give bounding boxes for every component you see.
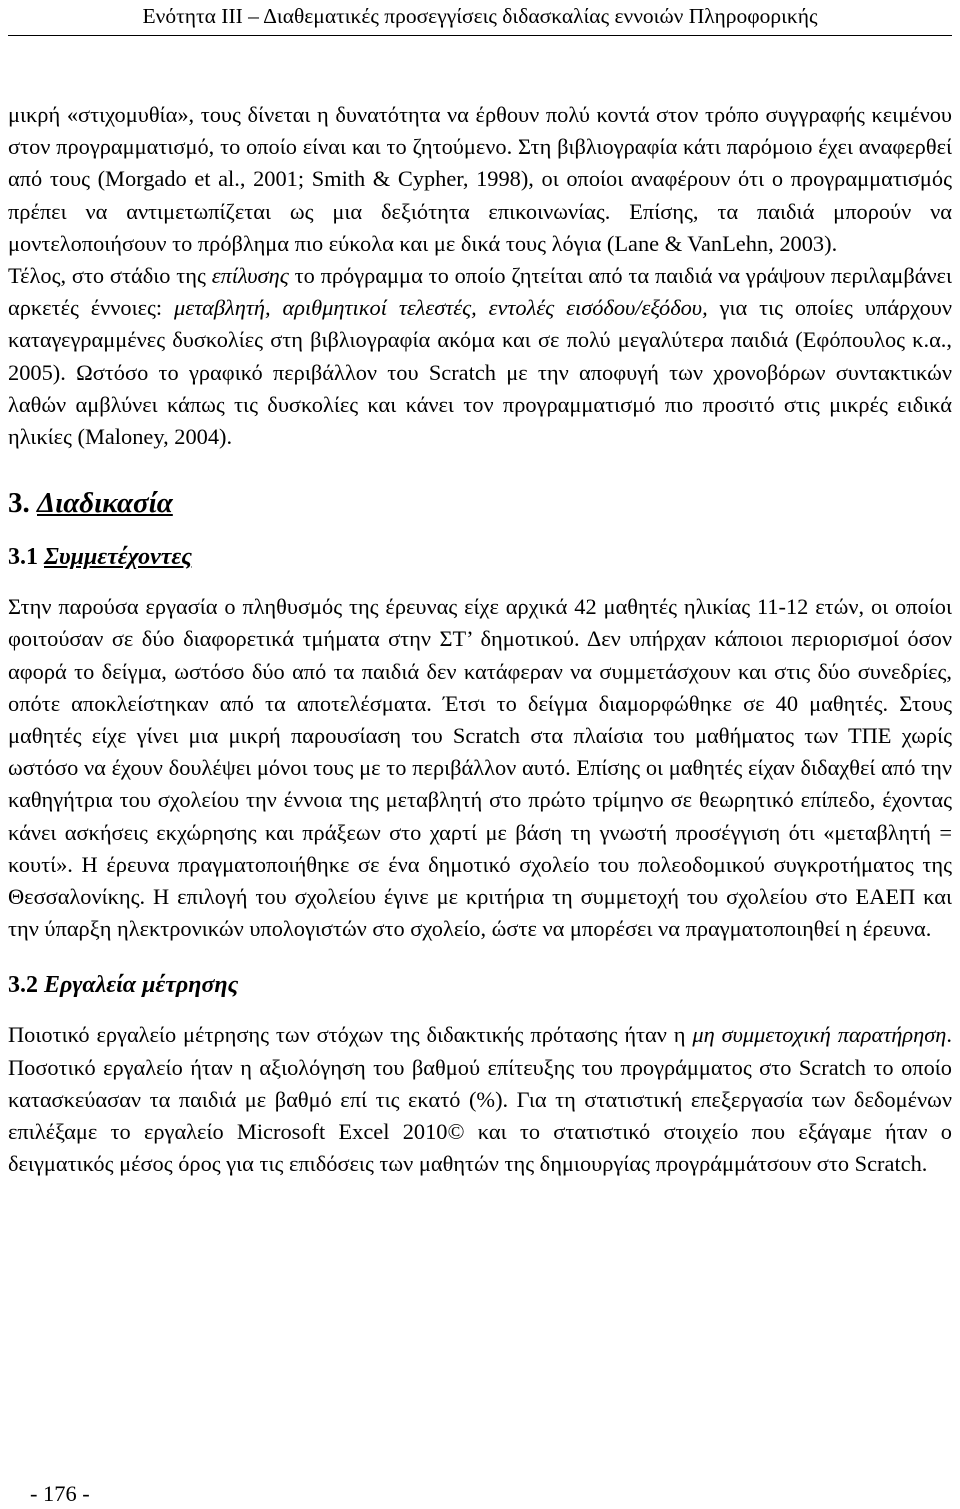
section-3-1-title: Συμμετέχοντες: [44, 544, 192, 571]
paragraph-intro-2: [8, 260, 952, 453]
section-3-2-heading: [8, 969, 952, 1001]
page-number: - 176 -: [30, 1481, 90, 1506]
paragraph-intro-1-part-a: μικρή «στιχομυθία», τους δίνεται η δυνατότητα να έρθουν πολύ κοντά στον τρόπο συγγραφής κειμένου στον προγραμματισμό, το οποίο είναι και το ζητούμενο. Στη βιβλιογραφία κάτι παρόμοιο έχει αναφερθεί από τους (Morgado et al.: [8, 102, 952, 192]
paragraph-intro-2-part-b: το πρόγραμμα το οποίο ζητείται από τα παιδιά να γράψουν περιλαμβάνει αρκετές έννοιες:: [8, 263, 952, 321]
running-header: Ενότητα ΙΙΙ – Διαθεματικές προσεγγίσεις διδασκαλίας εννοιών Πληροφορικής: [142, 4, 818, 28]
section-3-1-number: 3.1: [8, 544, 44, 571]
paragraph-intro-2-italic-2: μεταβλητή, αριθμητικοί τελεστές, εντολές εισόδου/εξόδου,: [174, 295, 708, 321]
paragraph-intro-1: [8, 99, 952, 260]
section-3-2-body-italic: μη συμμετοχική παρατήρηση: [692, 1022, 947, 1048]
section-3-1-heading: [8, 541, 952, 573]
document-body: [8, 99, 952, 1180]
paragraph-intro-2-italic-1: επίλυσης: [211, 263, 289, 289]
section-3-2-title: Εργαλεία μέτρησης: [44, 972, 239, 999]
section-3-2-body-part-a: Ποιοτικό εργαλείο μέτρησης των στόχων της διδακτικής πρότασης ήταν η: [8, 1022, 693, 1048]
section-3-2-number: 3.2: [8, 972, 44, 999]
section-3-2-body-part-b: . Ποσοτικό εργαλείο ήταν η αξιολόγηση του βαθμού επίτευξης του προγράμματος στο Scratch το οποίο κατασκεύασαν τα παιδιά με βαθμό επί τις εκατό (%). Για τη στατιστική επεξεργασία των δεδομένων επιλέξαμε το εργαλείο Microsoft Excel 2010© και το στατιστικό στοιχείο που εξάγαμε ήταν ο δειγματικός μέσος όρος για τις επιδόσεις των μαθητών της δημιουργίας προγράμμάτσουν στο Scratch.: [8, 1022, 952, 1177]
section-3-1-body: Στην παρούσα εργασία ο πληθυσμός της έρευνας είχε αρχικά 42 μαθητές ηλικίας 11-12 ετών, οι οποίοι φοιτούσαν σε δύο διαφορετικά τμήματα στην ΣΤ’ δημοτικού. Δεν υπήρχαν κάποιοι περιορισμοί όσον αφορά το δείγμα, ωστόσο δύο από τα παιδιά δεν κατάφεραν να συμμετάσχουν και στις δύο συνεδρίες, οπότε αποκλείστηκαν από τα αποτελέσματα. Έτσι το δείγμα διαμορφώθηκε σε 40 μαθητές. Στους μαθητές είχε γίνει μια μικρή παρουσίαση του Scratch στα πλαίσια του μαθήματος των ΤΠΕ χωρίς ωστόσο να έχουν δουλέψει μόνοι τους με το περιβάλλον αυτό. Επίσης οι μαθητές είχαν διδαχθεί από την καθηγήτρια του σχολείου την έννοια της μεταβλητή στο πρώτο τρίμηνο σε θεωρητικό επίπεδο, έχοντας κάνει ασκήσεις εκχώρησης και πράξεων στο χαρτί με βάση τη γνωστή προσέγγιση ότι «μεταβλητή = κουτί». Η έρευνα πραγματοποιήθηκε σε ένα δημοτικό σχολείο του πολεοδομικού συγκροτήματος της Θεσσαλονίκης. Η επιλογή του σχολείου έγινε με κριτήρια τη συμμετοχή του σχολείου στο ΕΑΕΠ και την ύπαρξη ηλεκτρονικών υπολογιστών στο σχολείο, ώστε να μπορέσει να πραγματοποιηθεί η έρευνα.: [8, 594, 952, 942]
section-3-number: 3.: [8, 487, 37, 520]
section-3-heading: [8, 485, 952, 521]
header-rule: [8, 35, 952, 36]
paragraph-intro-2-part-c: για τις οποίες υπάρχουν καταγεγραμμένες δυσκολίες στη βιβλιογραφία ακόμα και σε πολύ μεγαλύτερα παιδιά (Εφόπουλος κ.α., 2005). Ωστόσο το γραφικό περιβάλλον του Scratch με την αποφυγή των χρονοβόρων συντακτικών λαθών αμβλύνει κάπως τις δυσκολίες και κάνει τον προγραμματισμό πιο προσιτό στις μικρές ειδικά ηλικίες (Maloney, 2004).: [8, 295, 952, 450]
paragraph-intro-2-part-a: Τέλος, στο στάδιο της: [8, 263, 212, 289]
section-3-title: Διαδικασία: [37, 487, 173, 520]
section-3-2-body: [8, 1019, 952, 1180]
paragraph-intro-1-part-b: , 2001; Smith & Cypher, 1998), οι οποίοι αναφέρουν ότι ο προγραμματισμός πρέπει να αντιμετωπίζεται ως μια δεξιότητα επικοινωνίας. Επίσης, τα παιδιά μπορούν να μοντελοποιήσουν το πρόβλημα πιο εύκολα και με δικά τους λόγια (Lane & VanLehn, 2003).: [8, 166, 952, 256]
